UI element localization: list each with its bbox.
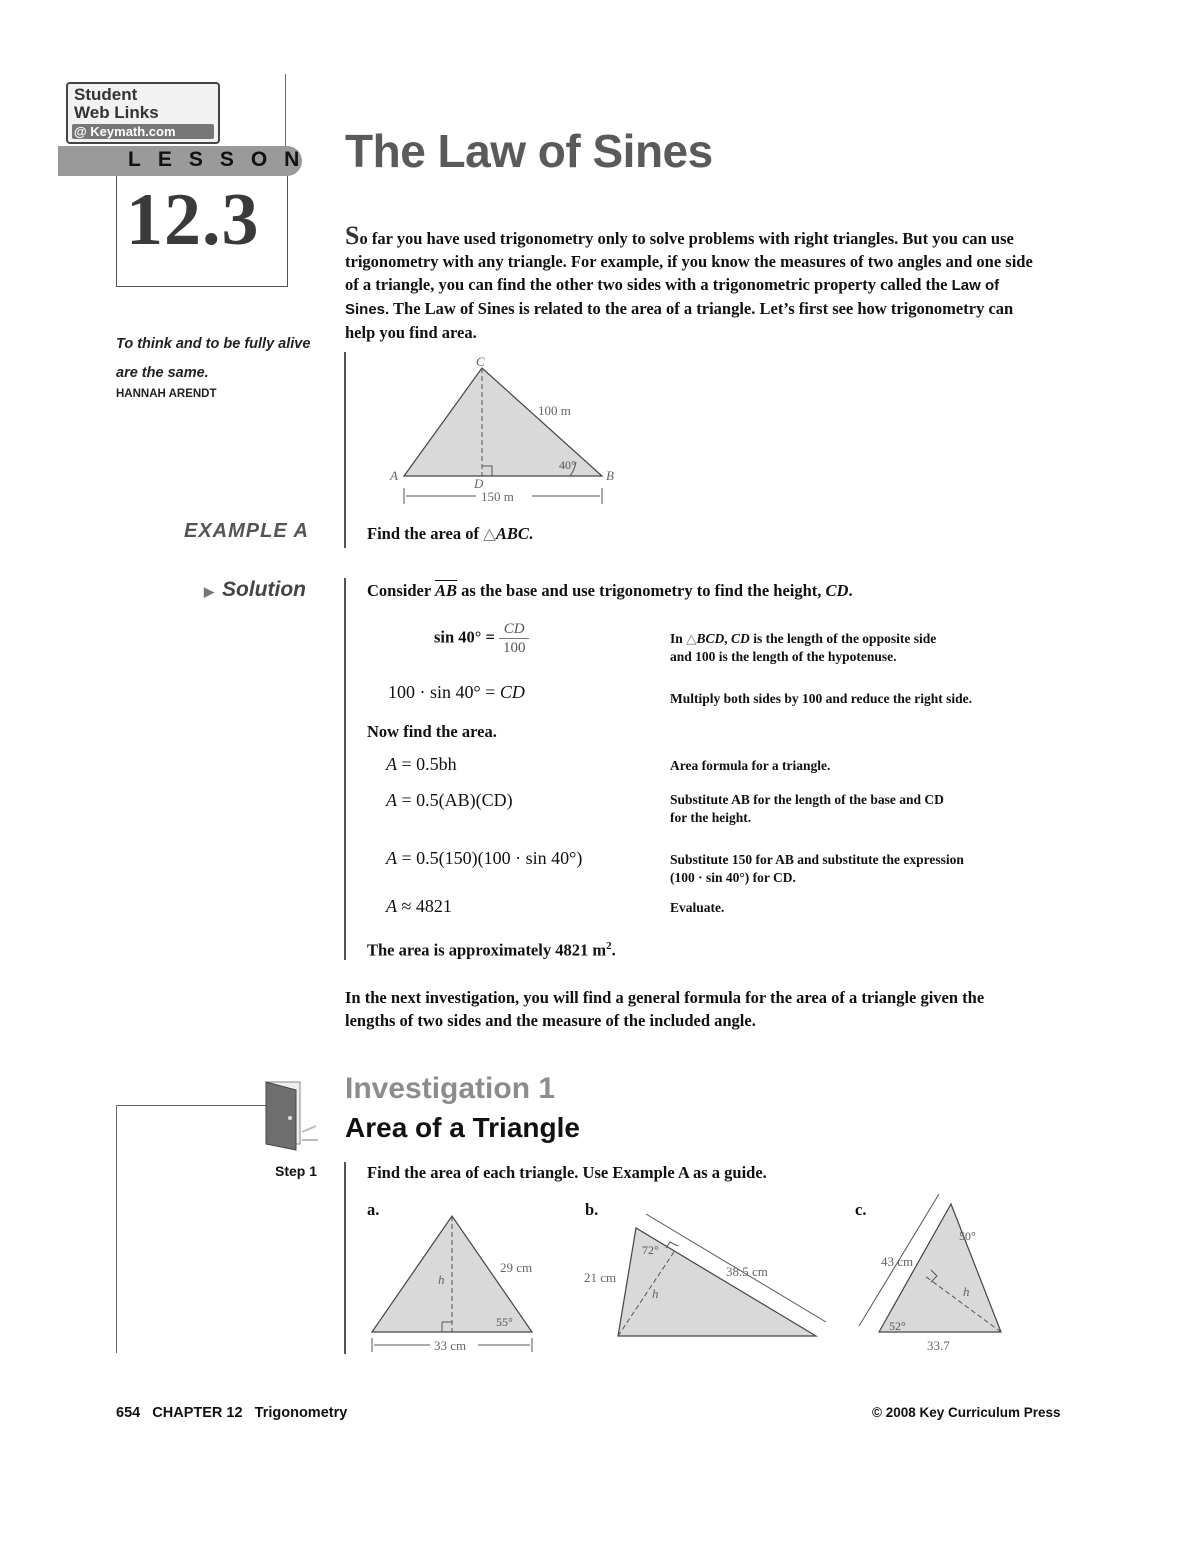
triangle-c-bottom-angle: 52° bbox=[889, 1319, 906, 1333]
now-find-area: Now find the area. bbox=[367, 722, 497, 741]
lesson-number: 12.3 bbox=[126, 179, 260, 261]
eq2-text: 100 · sin 40° = bbox=[388, 682, 500, 702]
eq2-cd: CD bbox=[499, 682, 525, 702]
area-step-2-note-2: for the height. bbox=[670, 810, 752, 825]
example-a-label: EXAMPLE A bbox=[184, 520, 309, 542]
web-links-line1: Student bbox=[74, 85, 138, 104]
area-step-2 bbox=[386, 790, 513, 811]
area-step-3-note bbox=[670, 851, 1060, 887]
eq1-numerator: CD bbox=[499, 620, 530, 639]
lesson-word: LESSON bbox=[128, 148, 317, 171]
eq1-note-tri: △ bbox=[686, 631, 697, 646]
height-cd: CD bbox=[825, 581, 849, 600]
eq1-lhs: sin 40° = bbox=[434, 627, 495, 647]
area-step-3-lhs: A bbox=[386, 848, 397, 868]
page-number: 654 bbox=[116, 1405, 141, 1421]
triangle-a-base: 33 cm bbox=[434, 1338, 467, 1353]
triangle-b-label: b. bbox=[585, 1200, 599, 1219]
segment-ab: $\overline{AB}$ bbox=[435, 581, 458, 600]
area-step-2-rhs: = 0.5(AB)(CD) bbox=[401, 790, 513, 810]
label-base-150: 150 m bbox=[481, 489, 514, 504]
page-title: The Law of Sines bbox=[345, 125, 713, 177]
triangle-b-left: 21 cm bbox=[584, 1270, 617, 1285]
investigation-subtitle: Area of a Triangle bbox=[345, 1112, 580, 1143]
step-1-text: Find the area of each triangle. Use Example A as a guide. bbox=[367, 1163, 767, 1182]
triangle-a-label: a. bbox=[367, 1200, 380, 1219]
example-prompt-text: Find the area of bbox=[367, 524, 484, 543]
triangle-c-h: h bbox=[963, 1284, 970, 1299]
area-step-2-note-1: Substitute AB for the length of the base and CD bbox=[670, 792, 944, 807]
eq1-note-e: is the length of the opposite side bbox=[749, 631, 937, 646]
triangle-a-angle: 55° bbox=[496, 1315, 513, 1329]
investigation-title: Investigation 1 bbox=[345, 1072, 556, 1105]
consider-end: . bbox=[848, 581, 853, 600]
intro-dropcap: S bbox=[345, 221, 360, 250]
area-step-3 bbox=[386, 848, 582, 869]
triangle-abc-figure bbox=[380, 352, 640, 512]
eq1-denominator: 100 bbox=[502, 640, 526, 656]
footer-chapter: CHAPTER 12 bbox=[152, 1405, 243, 1421]
triangle-c-figure bbox=[855, 1190, 1035, 1360]
area-step-4-lhs: A bbox=[386, 896, 397, 916]
eq1-note bbox=[670, 630, 1050, 666]
consider-text-1: Consider bbox=[367, 581, 435, 600]
eq1-note-f: and 100 is the length of the hypotenuse. bbox=[670, 649, 897, 664]
eq1-fraction bbox=[499, 620, 530, 657]
example-triangle-name: ABC bbox=[495, 524, 529, 543]
eq1-note-a: In bbox=[670, 631, 687, 646]
area-step-1-lhs: A bbox=[386, 754, 397, 774]
area-step-3-note-2: (100 · sin 40°) for CD. bbox=[670, 870, 796, 885]
label-b: B bbox=[606, 468, 614, 483]
triangle-a-figure bbox=[360, 1210, 560, 1360]
intro-text-1: o far you have used trigonometry only to solve problems with right triangles. But you can use trigonometry with any triangle. For example, if you know the measures of two angles and one side of a triangle, you can find the other two sides with a trigonometric property called the bbox=[345, 229, 1033, 294]
area-step-3-rhs: = 0.5(150)(100 · sin 40°) bbox=[401, 848, 583, 868]
triangle-c-left: 43 cm bbox=[881, 1254, 914, 1269]
equation-cd bbox=[388, 682, 525, 703]
triangle-symbol: △ bbox=[483, 524, 496, 543]
area-step-4 bbox=[386, 896, 452, 917]
eq2-note: Multiply both sides by 100 and reduce the right side. bbox=[670, 691, 973, 706]
footer-copyright: © 2008 Key Curriculum Press bbox=[872, 1405, 1061, 1420]
solution-label bbox=[204, 578, 306, 602]
conclusion-superscript: 2 bbox=[606, 940, 612, 952]
triangle-c-base: 33.7 bbox=[927, 1338, 950, 1353]
area-step-4-note: Evaluate. bbox=[670, 900, 725, 915]
area-step-1-note: Area formula for a triangle. bbox=[670, 758, 831, 773]
solution-arrow-icon: ▶ bbox=[204, 584, 214, 599]
step-1-label: Step 1 bbox=[275, 1163, 318, 1179]
eq1-note-d: CD bbox=[731, 631, 750, 646]
footer-left bbox=[116, 1405, 347, 1421]
label-angle-40: 40° bbox=[559, 458, 576, 472]
conclusion-end: . bbox=[611, 940, 616, 960]
equation-sin40 bbox=[434, 620, 529, 657]
intro-text-2: The Law of Sines is related to the area of a triangle. Let’s first see how trigonometry can help you find area. bbox=[345, 299, 1014, 342]
label-side-100: 100 m bbox=[538, 403, 571, 418]
law-of-sines-term: Law of Sines. bbox=[345, 277, 1000, 318]
triangle-b-hyp: 38.5 cm bbox=[726, 1264, 768, 1279]
area-step-3-note-1: Substitute 150 for AB and substitute the expression bbox=[670, 852, 964, 867]
intro-paragraph bbox=[345, 221, 1035, 344]
triangle-c-label: c. bbox=[855, 1200, 867, 1219]
solution-label-text: Solution bbox=[222, 578, 306, 601]
eq1-note-b: BCD bbox=[696, 631, 725, 646]
example-rule bbox=[344, 352, 346, 548]
step-rule bbox=[344, 1162, 346, 1354]
label-d: D bbox=[474, 476, 484, 491]
label-a: A bbox=[390, 468, 398, 483]
area-step-2-note bbox=[670, 791, 1050, 827]
transition-paragraph: In the next investigation, you will find a general formula for the area of a triangle given the lengths of two sides and the measure of the included angle. bbox=[345, 988, 985, 1030]
example-prompt-end: . bbox=[528, 524, 533, 543]
triangle-b-angle: 72° bbox=[642, 1243, 659, 1257]
label-c: C bbox=[476, 354, 485, 369]
area-step-4-rhs: ≈ 4821 bbox=[401, 896, 452, 916]
solution-conclusion bbox=[367, 940, 616, 961]
margin-quote: To think and to be fully alive are the same. bbox=[116, 336, 311, 381]
solution-consider bbox=[367, 581, 853, 601]
example-prompt bbox=[367, 524, 533, 544]
web-links-line2: Web Links bbox=[74, 103, 159, 122]
area-step-2-lhs: A bbox=[386, 790, 397, 810]
student-web-links-badge[interactable] bbox=[66, 82, 220, 144]
area-step-1 bbox=[386, 754, 457, 775]
area-step-1-rhs: = 0.5bh bbox=[401, 754, 457, 774]
solution-rule bbox=[344, 578, 346, 960]
triangle-c-top-angle: 50° bbox=[959, 1229, 976, 1243]
conclusion-text: The area is approximately 4821 m bbox=[367, 940, 607, 960]
footer-chapter-title: Trigonometry bbox=[254, 1405, 348, 1421]
triangle-a-h: h bbox=[438, 1272, 445, 1287]
investigation-frame-left bbox=[116, 1105, 117, 1353]
triangle-b-figure bbox=[580, 1210, 840, 1350]
triangle-a-side: 29 cm bbox=[500, 1260, 533, 1275]
eq1-note-c: , bbox=[724, 631, 732, 646]
door-icon bbox=[258, 1076, 328, 1156]
web-links-url[interactable]: @ Keymath.com bbox=[72, 124, 214, 139]
consider-text-2: as the base and use trigonometry to find the height, bbox=[457, 581, 826, 600]
triangle-b-h: h bbox=[652, 1286, 659, 1301]
quote-author: HANNAH ARENDT bbox=[116, 388, 217, 400]
